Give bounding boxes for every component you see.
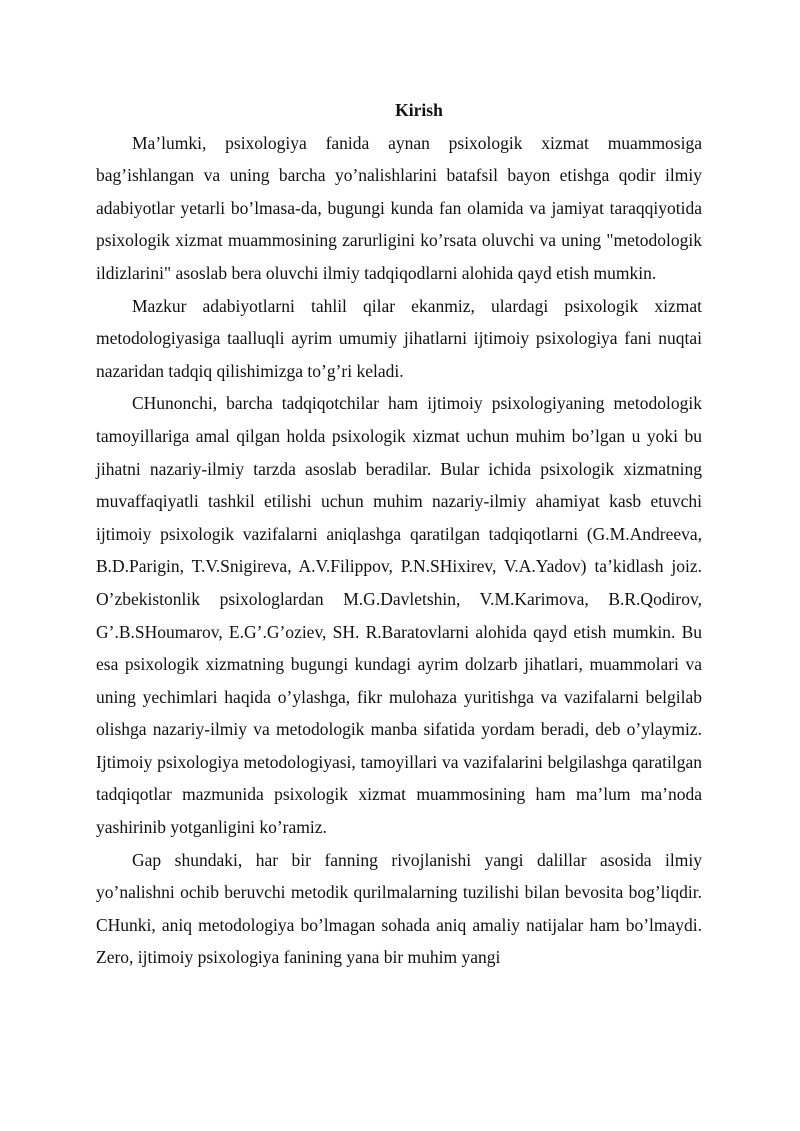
paragraph-2: Mazkur adabiyotlarni tahlil qilar ekanmiz, ulardagi psixologik xizmat metodologiyasiga taalluqli ayrim umumiy jihatlarni ijtimoiy psixologiya fani nuqtai nazaridan tadqiq qilishimizga to’g’ri keladi. (96, 295, 702, 381)
paragraph-4: Gap shundaki, har bir fanning rivojlanishi yangi dalillar asosida ilmiy yo’nalishni ochib beruvchi metodik qurilmalarning tuzilishi bilan bevosita bog’liqdir. CHunki, aniq metodologiya bo’lmagan sohada aniq amaliy natijalar ham bo’lmaydi. Zero, ijtimoiy psixologiya fanining yana bir muhim yangi (96, 849, 702, 968)
section-title: Kirish (395, 100, 443, 120)
paragraph-3: CHunonchi, barcha tadqiqotchilar ham ijtimoiy psixologiyaning metodologik tamoyillariga amal qilgan holda psixologik xizmat uchun muhim bo’lgan u yoki bu jihatni nazariy-ilmiy tarzda asoslab beradilar. Bular ichida psixologik xizmatning muvaffaqiyatli tashkil etilishi uchun muhim nazariy-ilmiy ahamiyat kasb etuvchi ijtimoiy psixologik vazifalarni aniqlashga qaratilgan tadqiqotlarni (G.M.Andreeva, B.D.Parigin, T.V.Snigireva, A.V.Filippov, P.N.SHixirev, V.A.Yadov) ta’kidlash joiz. O’zbekistonlik psixologlardan M.G.Davletshin, V.M.Karimova, B.R.Qodirov, G’.B.SHoumarov, E.G’.G’oziev, SH. R.Baratovlarni alohida qayd etish mumkin. Bu esa psixologik xizmatning bugungi kundagi ayrim dolzarb jihatlari, muammolari va uning yechimlari haqida o’ylashga, fikr mulohaza yuritishga va vazifalarni belgilab olishga nazariy-ilmiy va metodologik manba sifatida yordam beradi, deb o’ylaymiz. Ijtimoiy psixologiya metodologiyasi, tamoyillari va vazifalarini belgilashga qaratilgan tadqiqotlar mazmunida psixologik xizmat muammosining ham ma’lum ma’noda yashirinib yotganligini ko’ramiz. (96, 393, 702, 838)
document-page (96, 94, 702, 974)
paragraph-1: Ma’lumki, psixologiya fanida aynan psixologik xizmat muammosiga bag’ishlangan va uning barcha yo’nalishlarini batafsil bayon etishga qodir ilmiy adabiyotlar yetarli bo’lmasa-da, bugungi kunda fan olamida va jamiyat taraqqiyotida psixologik xizmat muammosining zarurligini ko’rsata oluvchi va uning "metodologik ildizlarini" asoslab bera oluvchi ilmiy tadqiqodlarni alohida qayd etish mumkin. (96, 132, 702, 283)
